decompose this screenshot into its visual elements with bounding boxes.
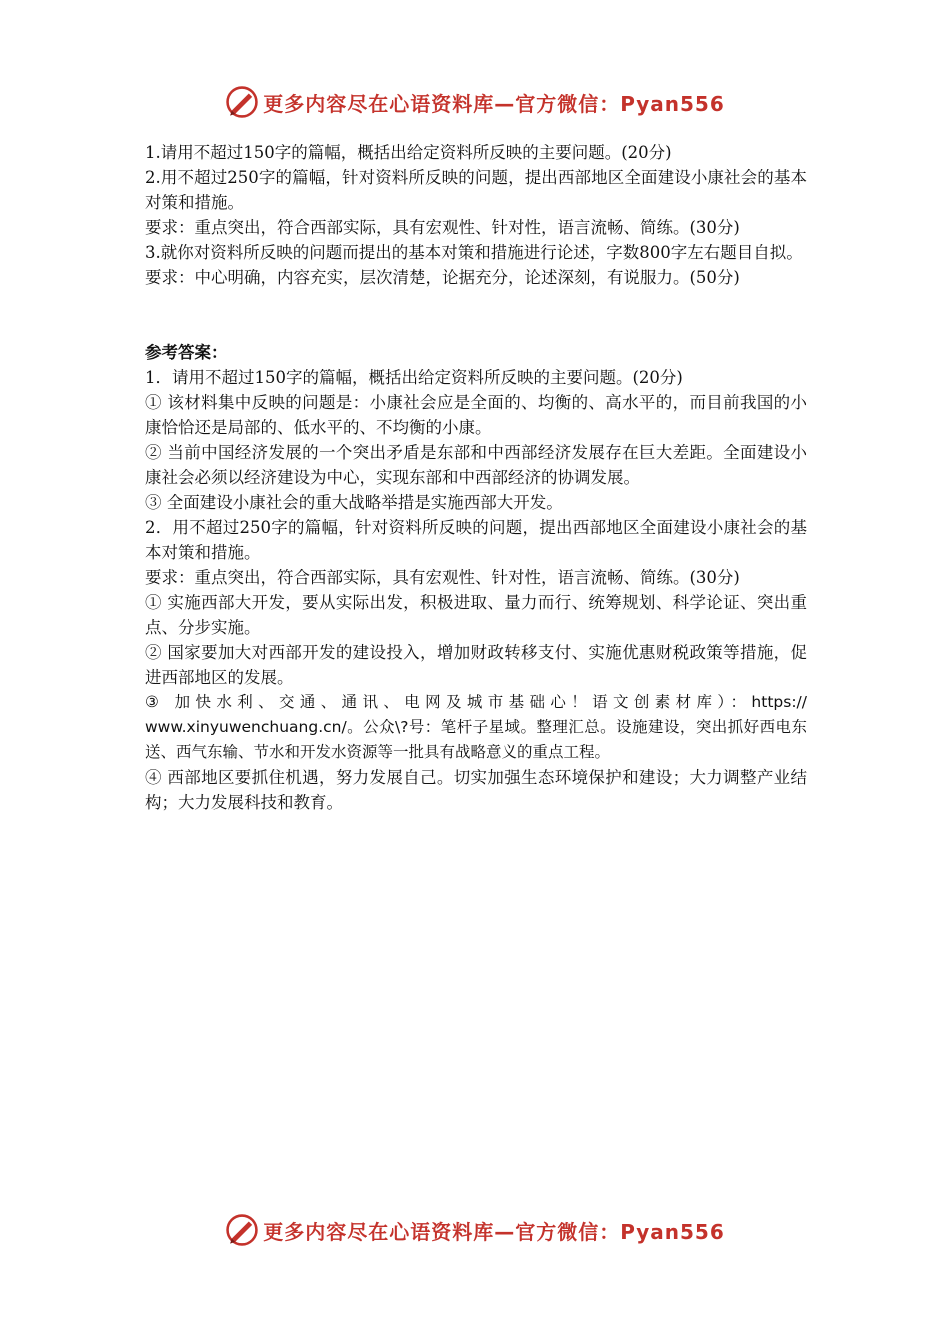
answer-heading: 参考答案： (145, 343, 228, 362)
answer-2-point-3 (145, 690, 807, 765)
document-body (145, 140, 807, 815)
answer-q1: 1．请用不超过150字的篇幅，概括出给定资料所反映的主要问题。(20分) (145, 368, 683, 387)
spacer (145, 290, 807, 340)
question-2: 2.用不超过250字的篇幅，针对资料所反映的问题，提出西部地区全面建设小康社会的基本对策和措施。 (145, 168, 807, 212)
pen-logo-icon (225, 1213, 259, 1247)
answer-2-point-4: ④ 西部地区要抓住机遇，努力发展自己。切实加强生态环境保护和建设；大力调整产业结构；大力发展科技和教育。 (145, 768, 807, 812)
answer-1-point-3: ③ 全面建设小康社会的重大战略举措是实施西部大开发。 (145, 493, 563, 512)
banner-text: 更多内容尽在心语资料库—官方微信：Pyan556 (263, 1219, 725, 1244)
question-2-requirement: 要求：重点突出，符合西部实际，具有宏观性、针对性，语言流畅、简练。(30分) (145, 218, 740, 237)
header-banner (0, 82, 950, 122)
answer-1-point-1: ① 该材料集中反映的问题是：小康社会应是全面的、均衡的、高水平的，而目前我国的小康恰恰还是局部的、低水平的、不均衡的小康。 (145, 393, 807, 437)
answer-q2-requirement: 要求：重点突出，符合西部实际，具有宏观性、针对性，语言流畅、简练。(30分) (145, 568, 740, 587)
pen-logo-icon (225, 85, 259, 119)
footer-banner (0, 1210, 950, 1250)
banner-text: 更多内容尽在心语资料库—官方微信：Pyan556 (263, 91, 725, 116)
answer-1-point-2: ② 当前中国经济发展的一个突出矛盾是东部和中西部经济发展存在巨大差距。全面建设小康社会必须以经济建设为中心，实现东部和中西部经济的协调发展。 (145, 443, 807, 487)
question-1: 1.请用不超过150字的篇幅，概括出给定资料所反映的主要问题。(20分) (145, 143, 672, 162)
answer-3-rest: www.xinyuwenchuang.cn/。公众\?号：笔杆子星域。整理汇总。设施建设，突出抓好西电东送、西气东输、节水和开发水资源等一批具有战略意义的重点工程。 (145, 718, 807, 761)
answer-2-point-1: ① 实施西部大开发，要从实际出发，积极进取、量力而行、统筹规划、科学论证、突出重点、分步实施。 (145, 593, 807, 637)
answer-2-point-2: ② 国家要加大对西部开发的建设投入，增加财政转移支付、实施优惠财税政策等措施，促进西部地区的发展。 (145, 643, 807, 687)
question-3-requirement: 要求：中心明确，内容充实，层次清楚，论据充分，论述深刻，有说服力。(50分) (145, 268, 740, 287)
question-3: 3.就你对资料所反映的问题而提出的基本对策和措施进行论述，字数800字左右题目自拟。 (145, 243, 803, 262)
answer-q2: 2．用不超过250字的篇幅，针对资料所反映的问题，提出西部地区全面建设小康社会的基本对策和措施。 (145, 518, 807, 562)
answer-3-prefix: ③ 加快水利、交通、通讯、电网及城市基础心！语文创素材库）：https:// (145, 693, 807, 711)
